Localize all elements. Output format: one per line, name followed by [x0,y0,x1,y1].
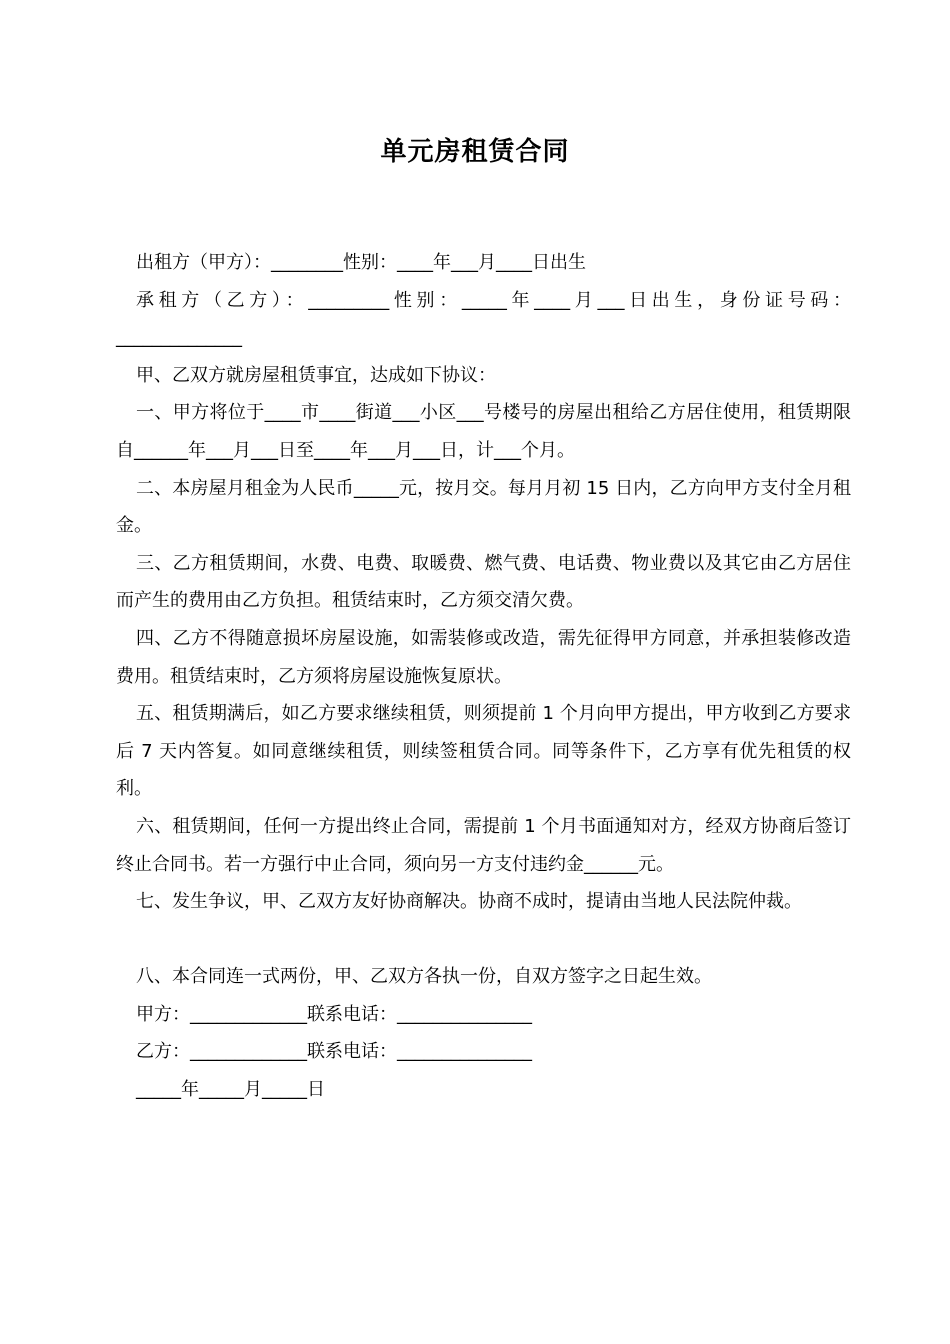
party-b-signature-line: 乙方：_____________联系电话：_______________ [136,1041,532,1063]
document-title: 单元房租赁合同 [380,137,570,167]
lessor-line: 出租方（甲方）：________性别：____年___月____日出生 [136,252,586,273]
clause-2: 二、本房屋月租金为人民币_____元，按月交。每月月初 15 日内，乙方向甲方支付全月租金。 [116,477,851,537]
contract-body [116,244,851,1109]
clause-3: 三、乙方租赁期间，水费、电费、取暖费、燃气费、电话费、物业费以及其它由乙方居住而产生的费用由乙方负担。租赁结束时，乙方须交清欠费。 [116,552,851,612]
paragraph-spacer [116,921,851,959]
clause-4: 四、乙方不得随意损坏房屋设施，如需装修或改造，需先征得甲方同意，并承担装修改造费用。租赁结束时，乙方须将房屋设施恢复原状。 [116,627,851,687]
clause-6: 六、租赁期间，任何一方提出终止合同，需提前 1 个月书面通知对方，经双方协商后签订终止合同书。若一方强行中止合同，须向另一方支付违约金______元。 [116,815,851,875]
clause-1: 一、甲方将位于____市____街道___小区___号楼号的房屋出租给乙方居住使用，租赁期限自______年___月___日至____年___月___日，计___个月。 [116,402,851,461]
clause-8: 八、本合同连一式两份，甲、乙双方各执一份，自双方签字之日起生效。 [136,966,712,988]
signing-date-line: _____年_____月_____日 [136,1079,325,1101]
party-a-signature-line: 甲方：_____________联系电话：_______________ [136,1003,532,1025]
clause-5: 五、租赁期满后，如乙方要求继续租赁，则须提前 1 个月向甲方提出，甲方收到乙方要求后 7 天内答复。如同意继续租赁，则续签租赁合同。同等条件下，乙方享有优先租赁的权利。 [116,703,851,800]
lessee-line: 承租方（乙方）：_________性别：_____年____月___日出生，身份证号码：______________ [116,289,851,349]
agreement-intro: 甲、乙双方就房屋租赁事宜，达成如下协议： [136,364,496,386]
clause-7: 七、发生争议，甲、乙双方友好协商解决。协商不成时，提请由当地人民法院仲裁。 [136,891,802,913]
